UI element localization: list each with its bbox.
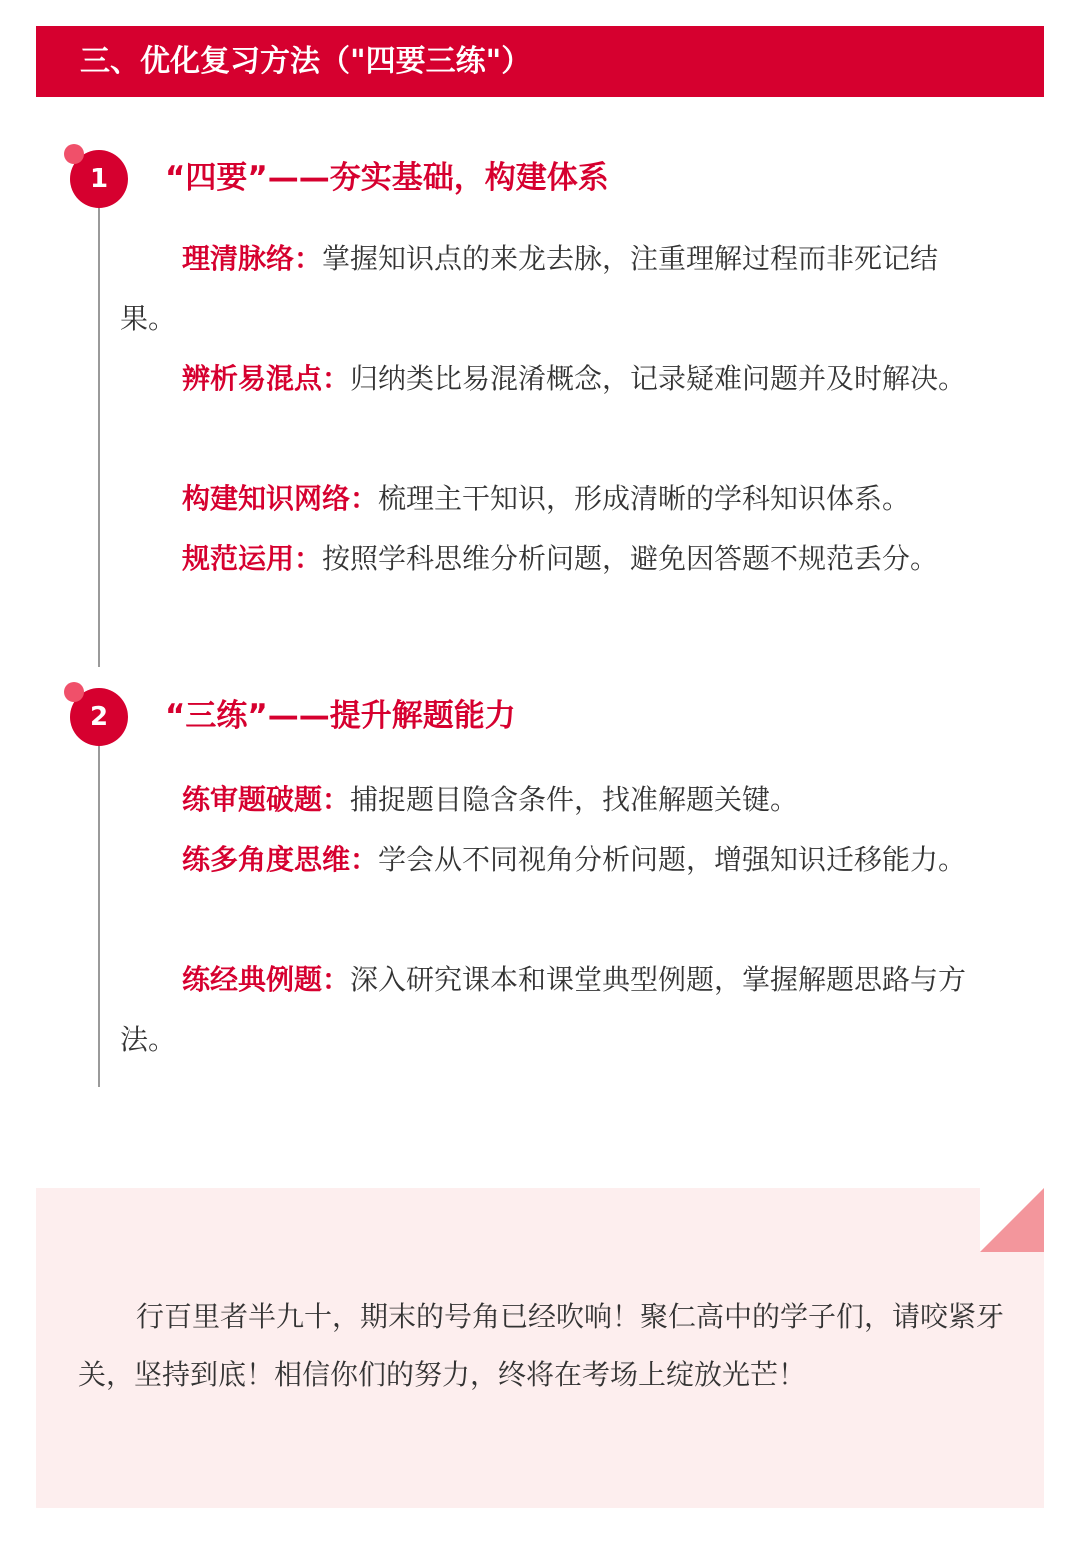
list-item (120, 349, 994, 409)
item-text: 掌握知识点的来龙去脉，注重理解过程而非死记结果。 (120, 242, 939, 335)
list-item (120, 950, 994, 1070)
item-term: 理清脉络： (182, 242, 323, 275)
item-text: 梳理主干知识，形成清晰的学科知识体系。 (378, 482, 911, 515)
list-item (120, 229, 994, 349)
timeline-line-1 (98, 205, 100, 667)
timeline-line-2 (98, 742, 100, 1087)
item-text: 深入研究课本和课堂典型例题，掌握解题思路与方法。 (120, 963, 967, 1056)
section-number: 1 (89, 164, 109, 194)
list-item (120, 830, 994, 890)
list-item (120, 529, 994, 589)
item-term: 练经典例题： (182, 963, 351, 996)
badge-dot-decoration (64, 144, 84, 164)
section-number-badge-2 (70, 688, 128, 746)
list-item (120, 770, 994, 830)
closing-note-text: 行百里者半九十，期末的号角已经吹响！聚仁高中的学子们，请咬紧牙关，坚持到底！相信你们的努力，终将在考场上绽放光芒！ (78, 1300, 1005, 1391)
section-heading-2: “三练”——提升解题能力 (165, 698, 516, 734)
section-number-badge-1 (70, 150, 128, 208)
page-fold-corner-icon (980, 1188, 1044, 1252)
section-heading-1: “四要”——夯实基础，构建体系 (165, 160, 609, 196)
section-number: 2 (89, 702, 109, 732)
closing-note-card (36, 1188, 1044, 1508)
banner-title: 三、优化复习方法（"四要三练"） (80, 44, 532, 79)
list-item (120, 469, 994, 529)
badge-dot-decoration (64, 682, 84, 702)
item-text: 学会从不同视角分析问题，增强知识迁移能力。 (378, 843, 967, 876)
item-term: 辨析易混点： (182, 362, 351, 395)
section-banner (36, 26, 1044, 97)
item-text: 捕捉题目隐含条件，找准解题关键。 (350, 783, 799, 816)
item-term: 构建知识网络： (182, 482, 379, 515)
item-term: 练多角度思维： (182, 843, 379, 876)
item-text: 按照学科思维分析问题，避免因答题不规范丢分。 (322, 542, 939, 575)
item-term: 练审题破题： (182, 783, 351, 816)
item-term: 规范运用： (182, 542, 323, 575)
item-text: 归纳类比易混淆概念，记录疑难问题并及时解决。 (350, 362, 967, 395)
